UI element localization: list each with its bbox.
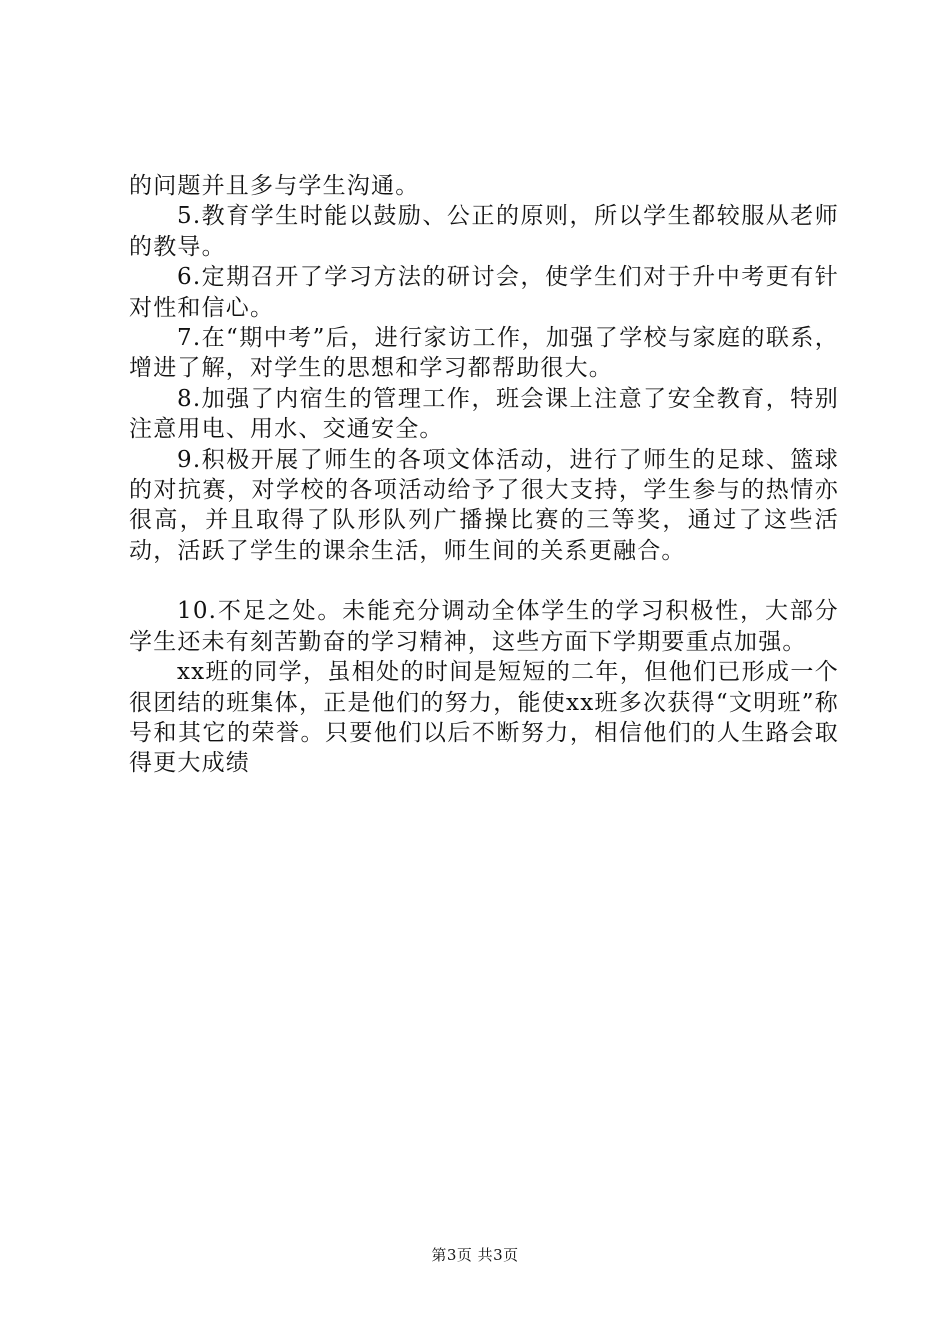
paragraph-item-10: 10.不足之处。未能充分调动全体学生的学习积极性，大部分学生还未有刻苦勤奋的学习精神，这些方面下学期要重点加强。	[129, 598, 839, 655]
paragraph-item-7: 7.在“期中考”后，进行家访工作，加强了学校与家庭的联系，增进了解，对学生的思想和学习都帮助很大。	[129, 325, 839, 382]
document-body	[129, 171, 839, 779]
paragraph-item-9: 9.积极开展了师生的各项文体活动，进行了师生的足球、篮球的对抗赛，对学校的各项活动给予了很大支持，学生参与的热情亦很高，并且取得了队形队列广播操比赛的三等奖，通过了这些活动，活跃了学生的课余生活，师生间的关系更融合。	[129, 446, 839, 564]
paragraph-closing: xx班的同学，虽相处的时间是短短的二年，但他们已形成一个很团结的班集体，正是他们的努力，能使xx班多次获得“文明班”称号和其它的荣誉。只要他们以后不断努力，相信他们的人生路会取得更大成绩	[129, 659, 839, 777]
paragraph-continuation: 的问题并且多与学生沟通。	[129, 173, 420, 199]
paragraph-item-5: 5.教育学生时能以鼓励、公正的原则，所以学生都较服从老师的教导。	[129, 203, 839, 260]
paragraph-item-8: 8.加强了内宿生的管理工作，班会课上注意了安全教育，特别注意用电、用水、交通安全。	[129, 385, 839, 443]
page-number-footer: 第3页 共3页	[431, 1246, 519, 1264]
paragraph-item-6: 6.定期召开了学习方法的研讨会，使学生们对于升中考更有针对性和信心。	[129, 264, 839, 321]
